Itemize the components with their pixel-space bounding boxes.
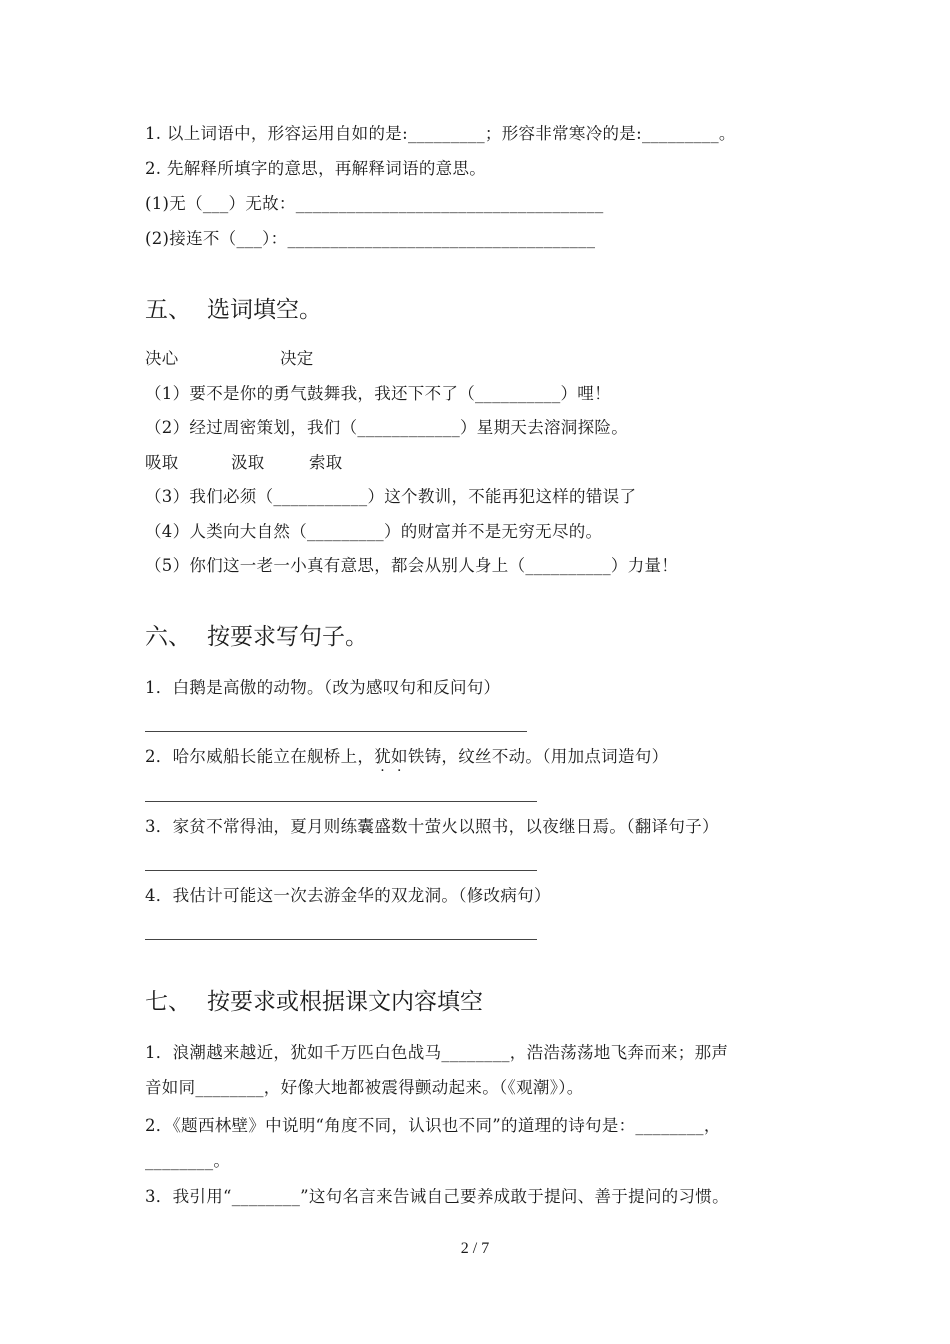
question-text: （3）我们必须（___________）这个教训，不能再犯这样的错误了	[145, 487, 637, 506]
question-text: （2）经过周密策划，我们（____________）星期天去溶洞探险。	[145, 418, 628, 437]
answer-line	[145, 939, 537, 940]
section-title: 按要求写句子。	[207, 624, 368, 650]
section-number: 五、	[145, 297, 191, 323]
answer-line	[145, 870, 537, 871]
question-text	[145, 746, 668, 768]
question-text: （4）人类向大自然（_________）的财富并不是无穷无尽的。	[145, 522, 603, 541]
question-text: 3．家贫不常得油，夏月则练囊盛数十萤火以照书，以夜继日焉。（翻译句子）	[145, 817, 719, 836]
word-option: 吸取	[145, 453, 179, 472]
question-text: 3．我引用“________”这句名言来告诫自己要养成敢于提问、善于提问的习惯。	[145, 1187, 729, 1206]
answer-line	[145, 801, 537, 802]
section-number: 七、	[145, 989, 191, 1015]
question-text-part: 2．哈尔威船长能立在舰桥上，	[145, 747, 375, 766]
question-text: 4．我估计可能这一次去游金华的双龙洞。（修改病句）	[145, 886, 551, 905]
section-heading	[145, 295, 322, 325]
word-option: 决心	[145, 349, 179, 368]
question-text: 2．《题西林壁》中说明“角度不同，认识也不同”的道理的诗句是：________，	[145, 1116, 721, 1135]
emphasis-dotted-char: 犹	[374, 747, 392, 766]
section-heading	[145, 622, 368, 652]
section-title: 按要求或根据课文内容填空	[207, 989, 483, 1015]
word-bank	[145, 348, 314, 370]
word-option: 汲取	[231, 453, 265, 472]
question-text: (2)接连不（___）：____________________________________	[145, 229, 596, 248]
question-text: 1．浪潮越来越近，犹如千万匹白色战马________，浩浩荡荡地飞奔而来；那声	[145, 1043, 729, 1062]
question-text: 2. 先解释所填字的意思，再解释词语的意思。	[145, 159, 487, 178]
question-text: 1. 以上词语中，形容运用自如的是:_________；形容非常寒冷的是:_________。	[145, 124, 736, 143]
question-text: 1．白鹅是高傲的动物。（改为感叹句和反问句）	[145, 678, 501, 697]
word-option: 决定	[280, 349, 314, 368]
section-number: 六、	[145, 624, 191, 650]
question-text: （1）要不是你的勇气鼓舞我，我还下不了（__________）哩！	[145, 384, 611, 403]
section-heading	[145, 987, 483, 1017]
word-bank	[145, 452, 343, 474]
answer-line	[145, 731, 527, 732]
emphasis-dotted-char: 如	[391, 747, 408, 766]
word-option: 索取	[309, 453, 343, 472]
question-text-part: 铁铸，纹丝不动。（用加点词造句）	[407, 747, 669, 766]
question-text: 音如同________，好像大地都被震得颤动起来。（《观潮》）。	[145, 1078, 584, 1097]
question-text: （5）你们这一老一小真有意思，都会从别人身上（__________）力量！	[145, 556, 679, 575]
question-text: (1)无（___）无故：____________________________________	[145, 194, 604, 213]
question-text: ________。	[145, 1151, 231, 1170]
page-number: 2 / 7	[460, 1240, 490, 1257]
section-title: 选词填空。	[207, 297, 322, 323]
